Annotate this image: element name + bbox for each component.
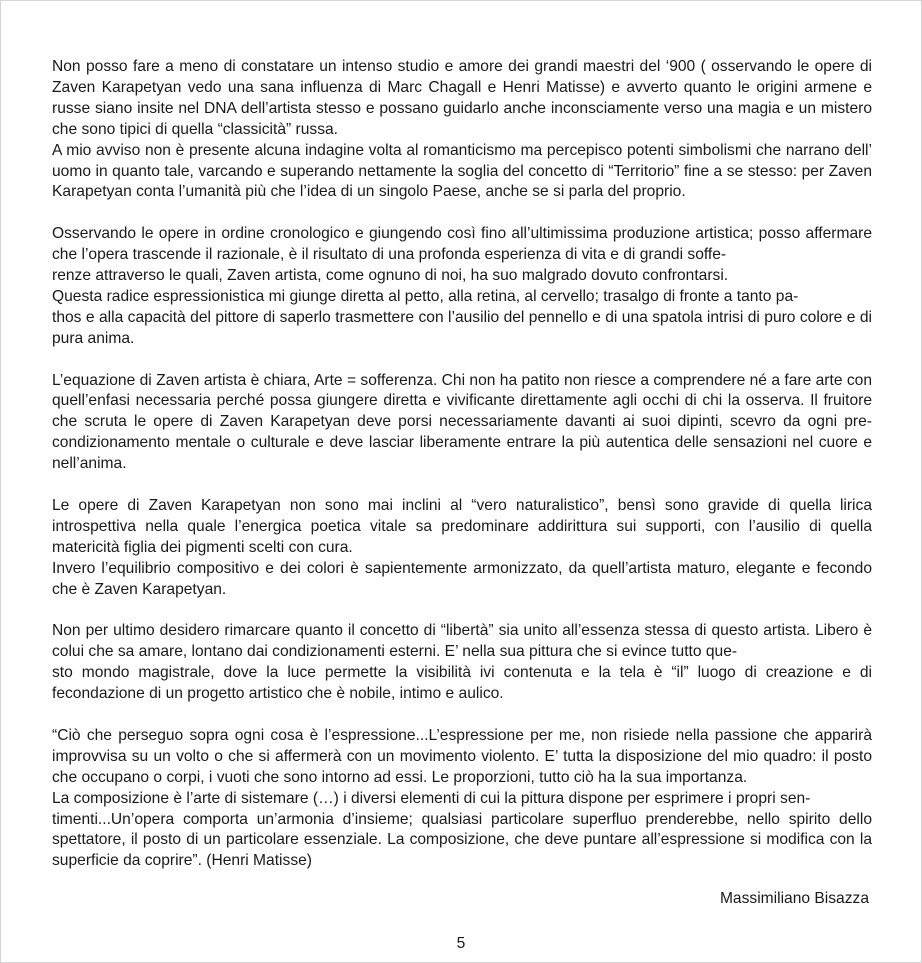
paragraph-ordine-cronologico: Osservando le opere in ordine cronologico e giungendo così fino all’ultimissima produzione artistica; posso affermare che l’opera trascende il razionale, è il risultato di una profonda esperienza di vita e di grandi soffe- renze attraverso le quali, Zaven artista, come ognuno di noi, ha suo malgrado dovuto confrontarsi. — [52, 225, 872, 285]
body-text — [52, 57, 872, 872]
author-signature: Massimiliano Bisazza — [719, 890, 869, 907]
paragraph-vero-naturalistico: Le opere di Zaven Karapetyan non sono mai inclini al “vero naturalistico”, bensì sono gravide di quella lirica introspettiva nella quale l’energica poetica vitale sa predominare addirittura sui supporti, con l’ausilio di quella matericità figlia dei pigmenti scelti con cura. — [52, 496, 872, 556]
paragraph-romanticismo: A mio avviso non è presente alcuna indagine volta al romanticismo ma percepisco potenti simbolismi che narrano dell’ uomo in quanto tale, varcando e superando nettamente la soglia del concetto di “Territorio” fine a se stesso: per Zaven Karapetyan conta l’umanità più che l’idea di un singolo Paese, anche se si parla del proprio. — [52, 141, 872, 201]
paragraph-liberta: Non per ultimo desidero rimarcare quanto il concetto di “libertà” sia unito all’essenza stessa di questo artista. Libero è colui che sa amare, lontano dai condizionamenti esterni. E’ nella sua pittura che si evince tutto que- sto mondo magistrale, dove la luce permette la visibilità ivi contenuta e la tela è “il” luogo di creazione e di fecondazione di un progetto artistico che è nobile, intimo e aulico. — [52, 622, 872, 703]
paragraph-equazione: L’equazione di Zaven artista è chiara, Arte = sofferenza. Chi non ha patito non riesce a comprendere né a fare arte con quell’enfasi necessaria perché possa giungere diretta e vivificante direttamente agli occhi di chi la osserva. Il fruitore che scruta le opere di Zaven Karapetyan deve porsi necessariamente davanti ai suoi dipinti, scevro da ogni pre-condizionamento mentale o culturale e deve lasciar liberamente entrare la più autentica delle sensazioni nel cuore e nell’anima. — [52, 371, 872, 473]
quote-matisse-composizione: La composizione è l’arte di sistemare (…) i diversi elementi di cui la pittura dispone per esprimere i propri sen- timenti...Un’opera comporta un’armonia d’insieme; qualsiasi particolare superfluo prenderebbe, nello spirito dello spettatore, il posto di un particolare essenziale. La composizione, che deve puntare all’espressione si modifica con la superficie da coprire”. (Henri Matisse) — [52, 789, 872, 870]
paragraph-equilibrio: Invero l’equilibrio compositivo e dei colori è sapientemente armonizzato, da quell’artista maturo, elegante e fecondo che è Zaven Karapetyan. — [52, 559, 872, 598]
page-number: 5 — [456, 935, 466, 952]
paragraph-studio-maestri: Non posso fare a meno di constatare un intenso studio e amore dei grandi maestri del ‘900 ( osservando le opere di Zaven Karapetyan vedo una sana influenza di Marc Chagall e Henri Matisse) e avverto quanto le origini armene e russe siano insite nel DNA dell’artista stesso e possano guidarlo anche inconsciamente verso una magia e un mistero che sono tipici di quella “classicità” russa. — [52, 58, 872, 138]
quote-matisse-espressione: “Ciò che perseguo sopra ogni cosa è l’espressione...L’espressione per me, non risiede nella passione che apparirà improvvisa su un volto o che si affermerà con un movimento violento. E’ tutta la disposizione del mio quadro: il posto che occupano o corpi, i vuoti che sono intorno ad essi. Le proporzioni, tutto ciò ha la sua importanza. — [52, 726, 872, 786]
paragraph-radice-espressionistica: Questa radice espressionistica mi giunge diretta al petto, alla retina, al cervello; trasalgo di fronte a tanto pa- thos e alla capacità del pittore di saperlo trasmettere con l’ausilio del pennello e di una spatola intrisi di puro colore e di pura anima. — [52, 287, 872, 347]
